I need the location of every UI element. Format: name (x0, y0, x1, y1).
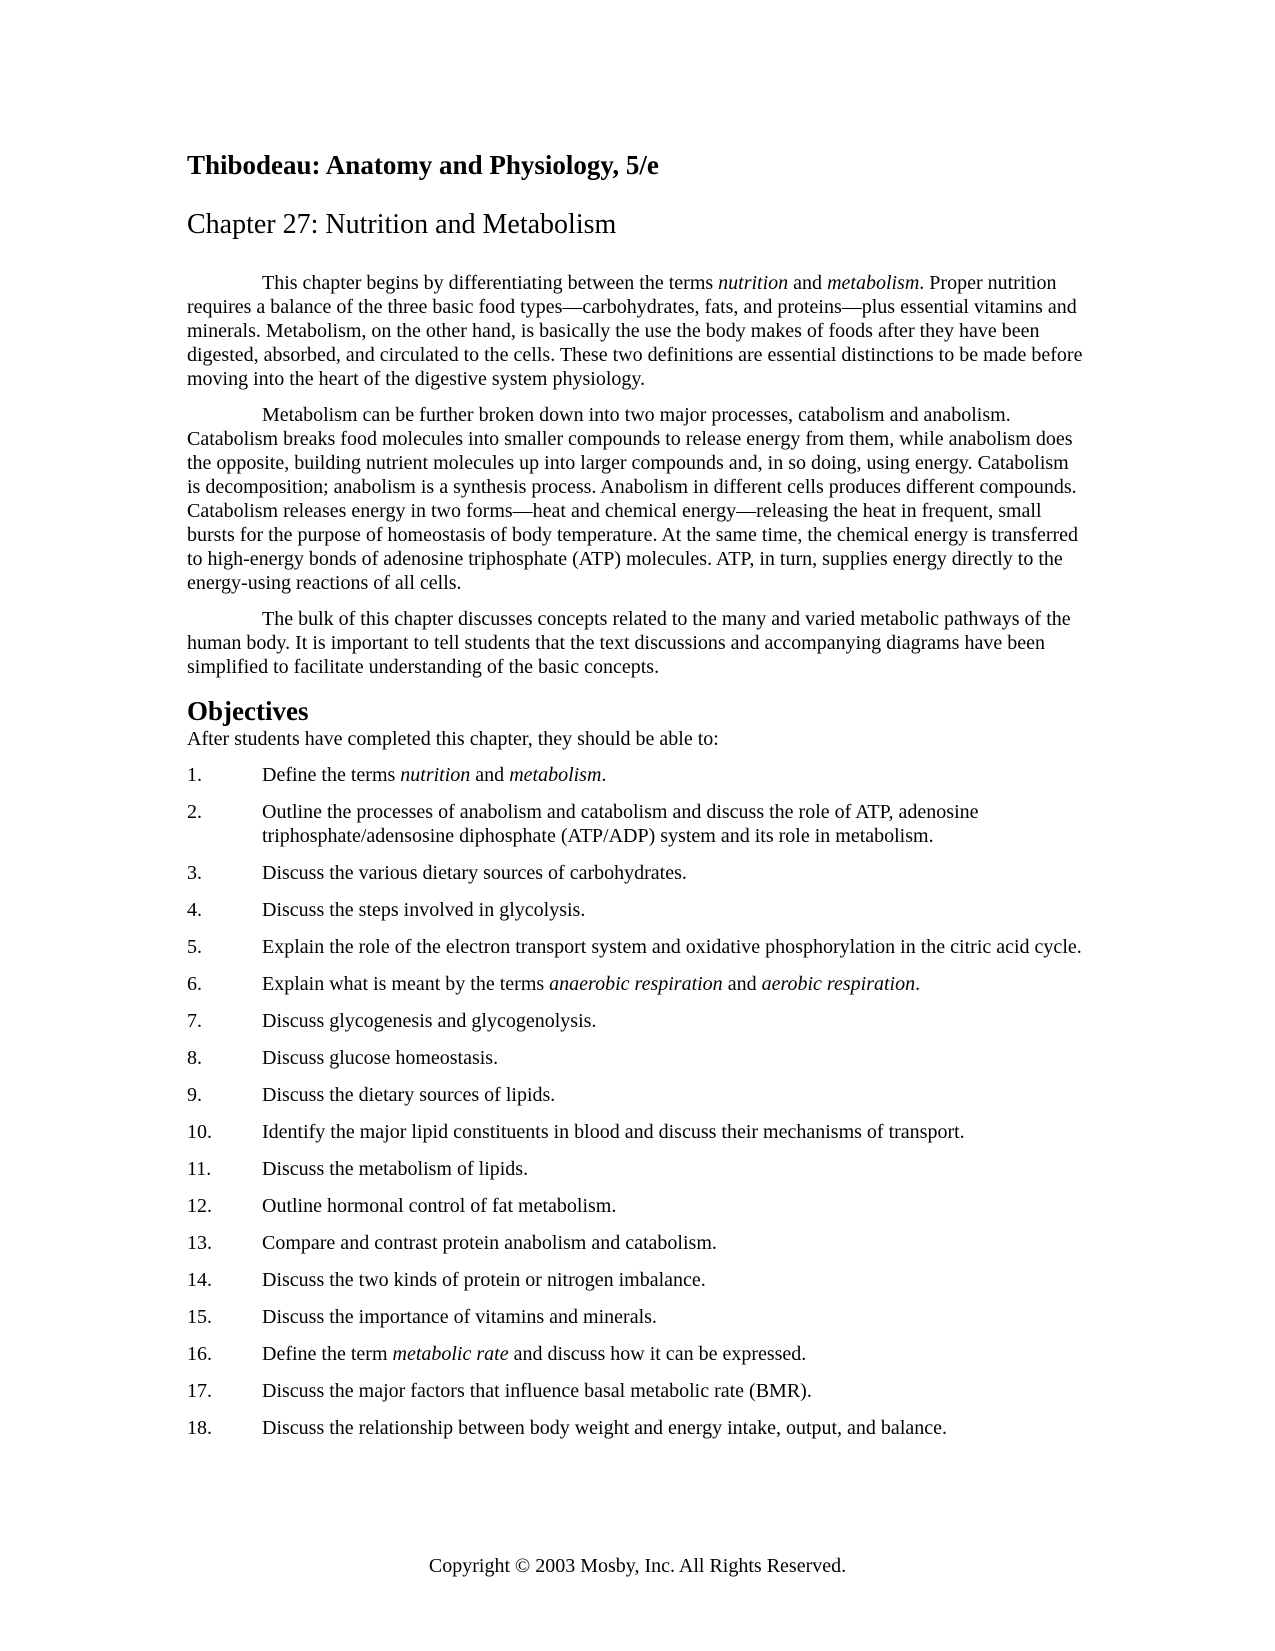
objectives-lead: After students have completed this chapter, they should be able to: (187, 728, 719, 750)
italic-term: nutrition (400, 764, 471, 786)
objective-text (262, 1083, 1087, 1107)
objective-text (262, 1157, 1087, 1181)
objective-number: 17. (187, 1380, 212, 1402)
italic-term: aerobic respiration (761, 973, 916, 995)
objective-number: 3. (187, 862, 202, 884)
objective-text (262, 800, 1087, 848)
objective-item (187, 1268, 1087, 1292)
objective-item (187, 1009, 1087, 1033)
text-run: . (915, 973, 921, 995)
text-run: Compare and contrast protein anabolism and catabolism. (262, 1232, 717, 1254)
objective-text (262, 972, 1087, 996)
objective-text (262, 935, 1087, 959)
text-run: Discuss the relationship between body weight and energy intake, output, and balance. (262, 1417, 947, 1439)
objective-text (262, 1342, 1087, 1366)
intro-paragraph-1 (187, 271, 1087, 391)
text-run: Define the term (262, 1343, 393, 1365)
objective-item (187, 861, 1087, 885)
text-run: Discuss glycogenesis and glycogenolysis. (262, 1010, 597, 1032)
intro-paragraph-3 (187, 607, 1087, 679)
objective-item (187, 1231, 1087, 1255)
objective-number: 18. (187, 1417, 212, 1439)
objective-number: 4. (187, 899, 202, 921)
text-run: and discuss how it can be expressed. (508, 1343, 807, 1365)
text-run: . (601, 764, 607, 786)
copyright-footer: Copyright © 2003 Mosby, Inc. All Rights Reserved. (428, 1555, 847, 1577)
objective-text (262, 763, 1087, 787)
objective-item (187, 1342, 1087, 1366)
italic-term: metabolism (827, 272, 920, 294)
objective-number: 1. (187, 764, 202, 786)
text-run: Discuss the steps involved in glycolysis. (262, 899, 586, 921)
objective-number: 6. (187, 973, 202, 995)
objectives-list (187, 763, 1087, 1440)
objective-number: 10. (187, 1121, 212, 1143)
text-run: and (722, 973, 762, 995)
text-run: . Proper nutrition requires a balance of the three basic food types—carbohydrates, fats, and proteins—plus essential vitamins and minerals. Metabolism, on the other hand, is basically the use the body makes of foods after they have been digested, absorbed, and circulated to the cells. These two definitions are essential distinctions to be made before moving into the heart of the digestive system physiology. (187, 272, 1083, 390)
objective-number: 13. (187, 1232, 212, 1254)
objective-text (262, 1231, 1087, 1255)
text-run: Explain the role of the electron transport system and oxidative phosphorylation in the citric acid cycle. (262, 936, 1082, 958)
text-run: Define the terms (262, 764, 401, 786)
text-run: Discuss the dietary sources of lipids. (262, 1084, 556, 1106)
objective-number: 14. (187, 1269, 212, 1291)
objective-item (187, 1120, 1087, 1144)
objective-number: 2. (187, 801, 202, 823)
book-title: Thibodeau: Anatomy and Physiology, 5/e (187, 150, 659, 180)
italic-term: metabolism (509, 764, 602, 786)
text-run: Explain what is meant by the terms (262, 973, 550, 995)
text-run: Discuss the two kinds of protein or nitrogen imbalance. (262, 1269, 706, 1291)
objective-item (187, 1194, 1087, 1218)
objective-text (262, 1416, 1087, 1440)
text-run: Discuss the major factors that influence basal metabolic rate (BMR). (262, 1380, 812, 1402)
objective-text (262, 1120, 1087, 1144)
objective-item (187, 1305, 1087, 1329)
objective-number: 11. (187, 1158, 212, 1180)
objective-number: 15. (187, 1306, 212, 1328)
text-run: Discuss glucose homeostasis. (262, 1047, 499, 1069)
objective-number: 12. (187, 1195, 212, 1217)
italic-term: metabolic rate (392, 1343, 509, 1365)
text-run: Identify the major lipid constituents in blood and discuss their mechanisms of transport. (262, 1121, 965, 1143)
objective-item (187, 898, 1087, 922)
text-run: Outline hormonal control of fat metabolism. (262, 1195, 617, 1217)
italic-term: nutrition (718, 272, 789, 294)
text-run: and (470, 764, 510, 786)
objective-item (187, 972, 1087, 996)
objective-item (187, 1083, 1087, 1107)
text-run: Discuss the importance of vitamins and minerals. (262, 1306, 657, 1328)
text-run: This chapter begins by differentiating between the terms (262, 272, 719, 294)
objective-text (262, 1305, 1087, 1329)
objective-text (262, 898, 1087, 922)
objective-number: 9. (187, 1084, 202, 1106)
objective-item (187, 1379, 1087, 1403)
italic-term: anaerobic respiration (549, 973, 723, 995)
objective-item (187, 800, 1087, 848)
objective-text (262, 1009, 1087, 1033)
objective-number: 16. (187, 1343, 212, 1365)
objective-text (262, 1194, 1087, 1218)
objective-item (187, 1046, 1087, 1070)
objective-number: 5. (187, 936, 202, 958)
objective-text (262, 1046, 1087, 1070)
intro-paragraph-2 (187, 403, 1087, 595)
objective-number: 7. (187, 1010, 202, 1032)
objective-number: 8. (187, 1047, 202, 1069)
chapter-introduction (187, 271, 1087, 679)
text-run: The bulk of this chapter discusses concepts related to the many and varied metabolic pathways of the human body. It is important to tell students that the text discussions and accompanying diagrams have been simplified to facilitate understanding of the basic concepts. (187, 608, 1071, 678)
objective-item (187, 1157, 1087, 1181)
objective-item (187, 1416, 1087, 1440)
objective-item (187, 763, 1087, 787)
document-page (187, 147, 1087, 1453)
objective-text (262, 1379, 1087, 1403)
objective-text (262, 1268, 1087, 1292)
text-run: Outline the processes of anabolism and catabolism and discuss the role of ATP, adenosine triphosphate/adensosine diphosphate (ATP/ADP) system and its role in metabolism. (262, 801, 979, 847)
text-run: Metabolism can be further broken down into two major processes, catabolism and anabolism. Catabolism breaks food molecules into smaller compounds to release energy from them, while anabolism does the opposite, building nutrient molecules up into larger compounds and, in so doing, using energy. Catabolism is decomposition; anabolism is a synthesis process. Anabolism in different cells produces different compounds. Catabolism releases energy in two forms—heat and chemical energy—releasing the heat in frequent, small bursts for the purpose of homeostasis of body temperature. At the same time, the chemical energy is transferred to high-energy bonds of adenosine triphosphate (ATP) molecules. ATP, in turn, supplies energy directly to the energy-using reactions of all cells. (187, 404, 1079, 594)
objectives-heading: Objectives (187, 696, 309, 726)
text-run: and (788, 272, 828, 294)
text-run: Discuss the metabolism of lipids. (262, 1158, 529, 1180)
objective-item (187, 935, 1087, 959)
text-run: Discuss the various dietary sources of carbohydrates. (262, 862, 687, 884)
objective-text (262, 861, 1087, 885)
chapter-title: Chapter 27: Nutrition and Metabolism (187, 209, 617, 240)
